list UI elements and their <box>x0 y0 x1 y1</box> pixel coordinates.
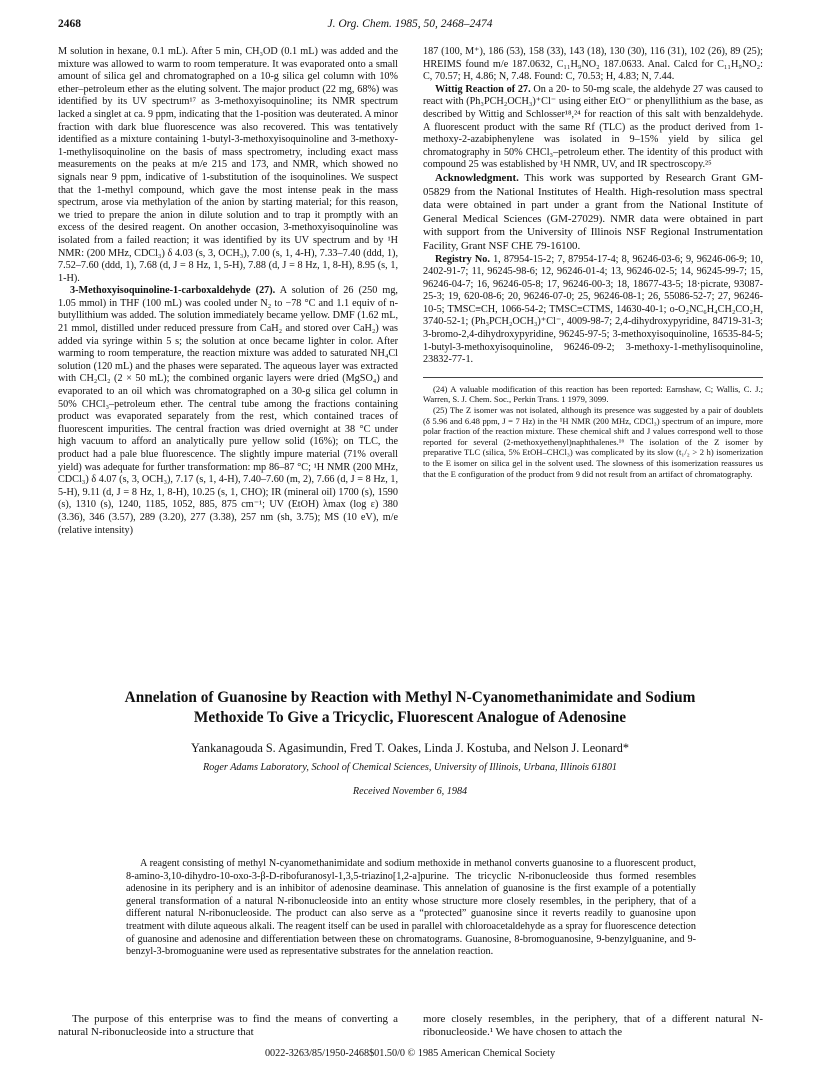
section-run-head: Wittig Reaction of 27. <box>435 83 531 95</box>
article-header <box>58 688 762 797</box>
acknowledgment-body: This work was supported by Research Grant GM-05829 from the National Institutes of Health. High-resolution mass spectral data were obtained in part under a grant from the National Institute of General Medical Sciences (GM-27029). NMR data were obtained in part with support from the University of Illinois NSF Regional Instrumentation Facility, Grant NSF CHE 79-16100. <box>423 171 763 252</box>
page-number: 2468 <box>58 18 81 30</box>
section-run-head: 3-Methoxyisoquinoline-1-carboxaldehyde (27). <box>70 285 276 297</box>
acknowledgment-head: Acknowledgment. <box>435 171 519 184</box>
running-head <box>58 18 762 34</box>
footnote: (25) The Z isomer was not isolated, although its presence was suggested by a pair of doublets (δ 5.96 and 6.48 ppm, J = 7 Hz) in the ¹H NMR (200 MHz, CDCl₃) spectrum of an impure, more polar fraction of the reaction mixture. These chemical shift and J values correspond well to those reported for several (2-methoxyethenyl)naphthalenes.¹⁶ The isolation of the Z isomer by preparative TLC (silica, 5% EtOH–CHCl₃) was complicated by its slow (t₁/₂ > 2 h) isomerization to the E isomer on silica gel in the solvent used. The slowness of this isomerization reassures us that the E configuration of the product from 9 did not result from an artifact of chromatography. <box>423 405 763 479</box>
copyright-footer: 0022-3263/85/1950-2468$01.50/0 © 1985 American Chemical Society <box>264 1048 556 1059</box>
experimental-paragraph <box>58 285 398 537</box>
abstract: A reagent consisting of methyl N-cyanomethanimidate and sodium methoxide in methanol converts guanosine to a fluorescent product, 8-amino-3,10-dihydro-10-oxo-3-β-D-ribofuranosyl-1,3,5-triazino[1,2-a]purine. The tricyclic N-ribonucleoside thus formed resembles adenosine in its periphery and is an inhibitor of adenosine deaminase. This annelation of guanosine is the first example of a potentially general transformation of a natural N-ribonucleoside into an entity whose structure more closely resembles, in the periphery, that of a different natural N-ribonucleoside. The product can also serve as a “protected” guanosine since it reverts readily to guanosine upon treatment with dilute aqueous alkali. The reagent itself can be used in parallel with chloroacetaldehyde as a spray for fluorescence detection of guanosine and adenosine and differentiation between these on chromatograms. Guanosine, 8-bromoguanosine, 9-benzylguanine, and 9-benzyl-3-bromoguanine were used as representative substrates for the annelation reaction. <box>126 858 696 958</box>
experimental-paragraph: M solution in hexane, 0.1 mL). After 5 min, CH₃OD (0.1 mL) was added and the mixture was allowed to warm to room temperature. It was evaporated onto a small amount of silica gel and chromatographed on a 10-g silica gel column with 10% ether–petroleum ether as the eluting solvent. The major product (22 mg, 68%) was identified by its UV spectrum¹⁷ as 3-methoxyisoquinoline; its NMR spectrum lacked a singlet at ca. 9 ppm, indicating that the 1-position was deuterated. A minor fraction with dark blue fluorescence was also recovered. This was tentatively identified as a mixture containing 1-butyl-3-methoxyisoquinoline and 3-methoxy-1-methylisoquinoline on the basis of mass spectrometry, including exact mass measurements on the peaks at m/e 215 and 173, and NMR, which showed no signals near 9 ppm, indicative of 1-substitution of the isoquinolines. We suspect that the 1-methyl compound, which gave the most intense peak in the mass spectrum, arose via methylation of the anion by starting material; for this reason, we tried to prepare the anion in dilute solution and to trap it promptly with an excess of the desired reagent. On another occasion, 3-methoxyisoquinoline was isolated from a failed reaction; it was identified by its UV spectrum and by ¹H NMR: (200 MHz, CDCl₃) δ 4.03 (s, 3, OCH₃), 7.00 (s, 1, 4-H), 7.33–7.40 (ddd, 1), 7.52–7.60 (ddd, 1), 7.68 (d, J = 8 Hz, 1, 5-H), 7.88 (d, J = 8 Hz, 1, 8-H), 8.95 (s, 1, 1-H). <box>58 46 398 284</box>
acknowledgment <box>423 172 763 254</box>
introduction-right: more closely resembles, in the periphery, that of a different natural N-ribonucleoside.¹ We have chosen to attach the <box>423 1013 763 1039</box>
footnote: (24) A valuable modification of this reaction has been reported: Earnshaw, C; Wallis, C. J.; Warren, S. J. Chem. Soc., Perkin Trans. 1 1979, 3099. <box>423 383 763 405</box>
registry-numbers <box>423 254 763 367</box>
registry-head: Registry No. <box>435 253 490 265</box>
article-received: Received November 6, 1984 <box>352 786 468 797</box>
article-authors: Yankanagouda S. Agasimundin, Fred T. Oakes, Linda J. Kostuba, and Nelson J. Leonard* <box>190 741 629 755</box>
right-column <box>423 46 763 479</box>
paragraph-body: On a 20- to 50-mg scale, the aldehyde 27 was caused to react with (Ph₃PCH₂OCH₃)⁺Cl⁻ using either EtO⁻ or phenyllithium as the base, as described by Wittig and Schlosser¹⁸,²⁴ for reaction of this salt with benzaldehyde. A fluorescent product with the same Rf (TLC) as the product derived from 1-methoxy-2-azabiphenylene was isolated in 9–15% yield by silica gel chromatography in 50% CHCl₃–petroleum ether. The identity of this product with compound 25 was established by ¹H NMR, UV, and IR spectroscopy.²⁵ <box>423 83 763 171</box>
article-title: Annelation of Guanosine by Reaction with Methyl N-Cyanomethanimidate and Sodium Methoxide To Give a Tricyclic, Fluorescent Analogue of Adenosine <box>124 689 696 726</box>
footnotes <box>423 377 763 479</box>
experimental-paragraph: 187 (100, M⁺), 186 (53), 158 (33), 143 (18), 130 (30), 116 (31), 102 (26), 89 (25); HREIMS found m/e 187.0632, C₁₁H₉NO₂ 187.0633. Anal. Calcd for C₁₁H₉NO₂: C, 70.57; H, 4.86; N, 7.48. Found: C, 70.53; H, 4.83; N, 7.44. <box>423 46 763 83</box>
paragraph-body: A solution of 26 (250 mg, 1.05 mmol) in THF (100 mL) was cooled under N₂ to −78 °C and 1.1 equiv of n-butyllithium was added. The solution immediately became yellow. DMF (1.62 mL, 21 mmol, distilled under reduced pressure from CaH₂ and stored over CaH₂) was added via syringe within 5 s; the solution at once became lighter in color. After warming to room temperature, the reaction mixture was added to saturated NH₄Cl solution (120 mL) and the phases were separated. The aqueous layer was extracted with CH₂Cl₂ (2 × 50 mL); the combined organic layers were dried (MgSO₄) and evaporated to an oil which was chromatographed on a 30-g silica gel column in 50% CHCl₃–petroleum ether. The central tube among the fractions containing product was evaporated separately from the rest, which contained traces of fluorescent impurities. The central fraction was dried overnight at 38 °C under high vacuum to afford an analytically pure yellow solid (16%); on TLC, the product had a pale blue fluorescence. The slightly impure material (71% overall yield) was adequate for further transformation: mp 86–87 °C; ¹H NMR (200 MHz, CDCl₃) δ 4.07 (s, 3, OCH₃), 7.17 (s, 1, 4-H), 7.40–7.60 (m, 2), 7.66 (d, J = 8 Hz, 1, 5-H), 9.11 (d, J = 8 Hz, 1, 8-H), 10.25 (s, 1, CHO); IR (mineral oil) 1700 (s), 1590 (s), 1310 (s), 1240, 1185, 1052, 885, 875 cm⁻¹; UV (EtOH) λmax (log ε) 380 (3.36), 346 (3.57), 289 (3.20), 277 (3.38), 257 nm (sh, 3.75); MS (10 eV), m/e (relative intensity) <box>58 285 398 536</box>
left-column <box>58 46 398 537</box>
introduction-left: The purpose of this enterprise was to find the means of converting a natural N-ribonucleoside into a structure that <box>58 1013 398 1039</box>
registry-body: 1, 87954-15-2; 7, 87954-17-4; 8, 96246-03-6; 9, 96246-06-9; 10, 2402-91-7; 11, 96245-98-6; 12, 96246-01-4; 13, 96246-02-5; 14, 96245-99-7; 15, 96246-04-7; 16, 96246-05-8; 17, 96246-00-3; 18, 18677-43-5; 18·picrate, 93087-25-3; 19, 620-08-6; 20, 96246-07-0; 25, 96246-08-1; 26, 55086-52-7; 27, 96246-10-5; TMSC≡CH, 1066-54-2; TMSC≡CTMS, 14630-40-1; o-O₂NC₆H₄CH₂CO₂H, 3740-52-1; (Ph₃PCH₂OCH₃)⁺Cl⁻, 4009-98-7; 2,4-dihydroxypyridine, 84719-31-3; 3-bromo-2,4-dihydroxypyridine, 96245-97-5; 3-methoxyisoquinoline, 16535-84-5; 1-butyl-3-methoxyisoquinoline, 96246-09-2; 3-methoxy-1-methylisoquinoline, 23832-77-1. <box>423 253 763 366</box>
journal-citation: J. Org. Chem. 1985, 50, 2468–2474 <box>327 18 493 30</box>
article-affiliation: Roger Adams Laboratory, School of Chemical Sciences, University of Illinois, Urbana, Illinois 61801 <box>202 762 618 773</box>
experimental-paragraph <box>423 84 763 172</box>
